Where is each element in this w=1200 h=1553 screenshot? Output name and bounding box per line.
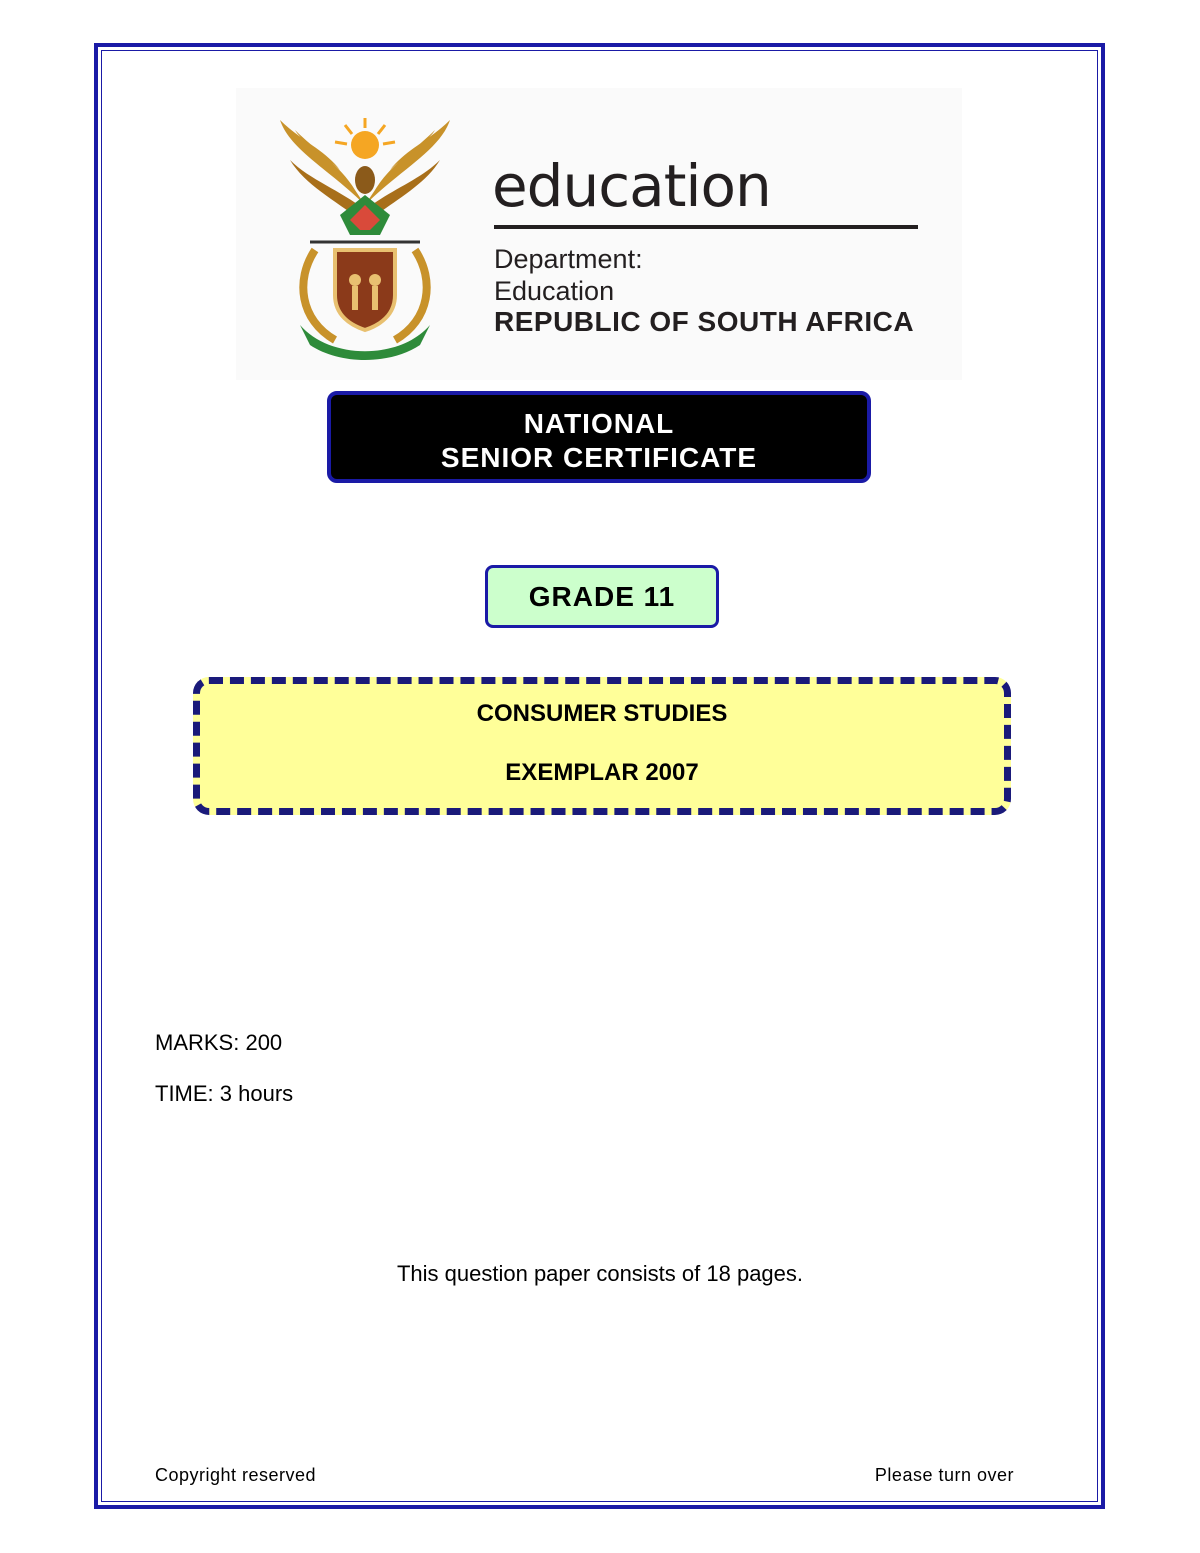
footer-copyright: Copyright reserved xyxy=(155,1465,317,1485)
logo-divider xyxy=(494,225,918,229)
subject-name: CONSUMER STUDIES xyxy=(476,700,728,727)
certificate-line-1: NATIONAL xyxy=(523,408,675,439)
subject-panel xyxy=(193,677,1011,815)
time-line: TIME: 3 hours xyxy=(155,1081,294,1106)
paper-title: EXEMPLAR 2007 xyxy=(505,759,699,786)
department-label: Department: xyxy=(494,244,643,274)
certificate-banner xyxy=(327,391,871,483)
footer-turn-over: Please turn over xyxy=(874,1465,1014,1485)
logo-word: education xyxy=(492,152,771,220)
coat-of-arms-icon xyxy=(270,110,460,360)
page-count-note: This question paper consists of 18 pages. xyxy=(396,1261,804,1286)
country-name: REPUBLIC OF SOUTH AFRICA xyxy=(494,306,915,337)
marks-line: MARKS: 200 xyxy=(155,1030,283,1055)
department-name: Education xyxy=(494,276,615,306)
grade-badge: GRADE 11 xyxy=(485,565,719,628)
certificate-line-2: SENIOR CERTIFICATE xyxy=(440,442,758,473)
